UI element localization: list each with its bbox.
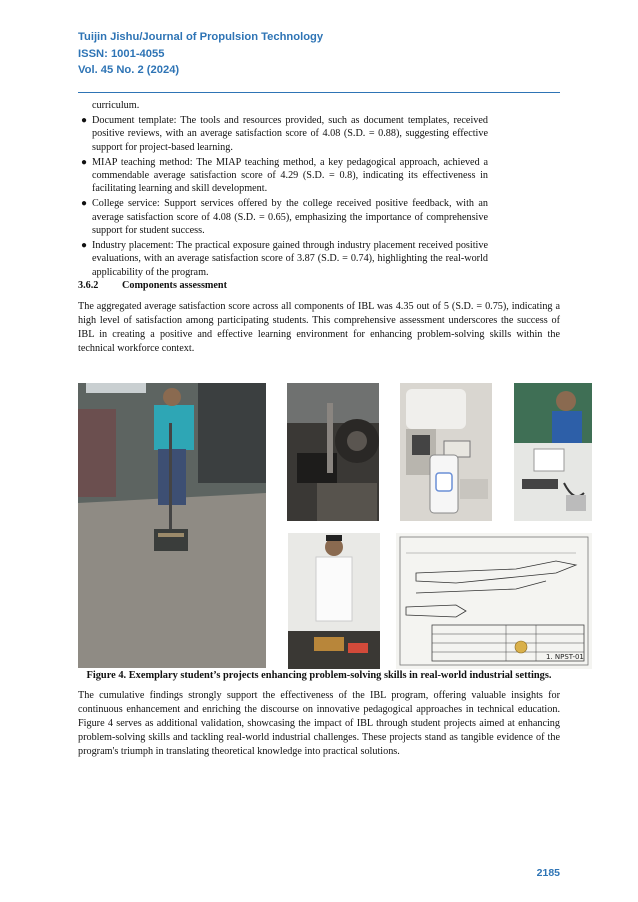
bullet-text: MIAP teaching method: The MIAP teaching method, a key pedagogical approach, achieved a commendable average satisfaction score of 4.29 (S.D. = 0.8), indicating its effectiveness in facilitating learning and skill development. [92,156,488,195]
figure-caption: Figure 4. Exemplary student’s projects enhancing problem-solving skills in real-world industrial settings. [86,670,552,681]
pliers-drawing-illustration [396,533,592,669]
bullet-item [78,114,488,154]
figure-photo-workstation [514,383,592,521]
bullet-icon: ● [81,240,88,252]
page-number: 2185 [536,867,560,879]
device-illustration [400,383,492,521]
section-title: Components assessment [122,280,227,291]
journal-volume: Vol. 45 No. 2 (2024) [78,64,180,76]
bullet-item [78,156,488,196]
section-heading [78,280,227,291]
figure-technical-drawing [396,533,592,669]
figure-photo-student [288,533,380,669]
bullet-text: Industry placement: The practical exposure gained through industry placement received positive evaluations, with an average satisfaction score of 3.87 (S.D. = 0.74), highlighting the real-world applicability of the program. [92,240,488,278]
continued-text: curriculum. [92,100,140,111]
figure-photo-engine [287,383,379,521]
worker-illustration [78,383,266,668]
bullet-item [78,239,488,279]
drawing-part-label: 1. NPST-01 [546,653,584,661]
bullet-icon: ● [81,156,88,168]
student-illustration [288,533,380,669]
bullet-icon: ● [81,198,88,210]
journal-header [78,29,323,79]
bullet-list [78,99,488,279]
journal-title: Tuijin Jishu/Journal of Propulsion Technology [78,31,324,43]
paragraph: The cumulative findings strongly support the effectiveness of the IBL program, offering valuable insights for continuous enhancement and enriching the discourse on innovative pedagogical approaches in technical education. Figure 4 serves as additional validation, showcasing the impact of IBL through student projects aimed at enhancing problem-solving skills and tackling real-world industrial challenges. These projects stand as tangible evidence of the program's triumph in translating theoretical knowledge into practical solutions. [78,690,560,757]
paragraph: The aggregated average satisfaction score across all components of IBL was 4.35 out of 5 (S.D. = 0.75), indicating a high level of satisfaction among participating students. This comprehensive assessment underscores the success of IBL in creating a positive and effective learning environment for enhancing problem-solving skills within the technical workforce context. [78,301,560,354]
bullet-text: College service: Support services offered by the college received positive feedback, with an average satisfaction score of 4.08 (S.D. = 0.65), emphasizing the importance of comprehensive support for student success. [92,198,488,237]
figure-photo-device [400,383,492,521]
section-number: 3.6.2 [78,280,99,291]
bullet-text: Document template: The tools and resources provided, such as document templates, received positive reviews, with an average satisfaction score of 4.08 (S.D. = 0.88), suggesting effective support for project-based learning. [92,114,488,153]
journal-issn: ISSN: 1001-4055 [78,47,165,60]
bullet-item [78,197,488,237]
workstation-illustration [514,383,592,521]
bullet-icon: ● [81,114,88,126]
figure-photo-worker [78,383,266,668]
engine-illustration [287,383,379,521]
header-divider [78,92,560,93]
